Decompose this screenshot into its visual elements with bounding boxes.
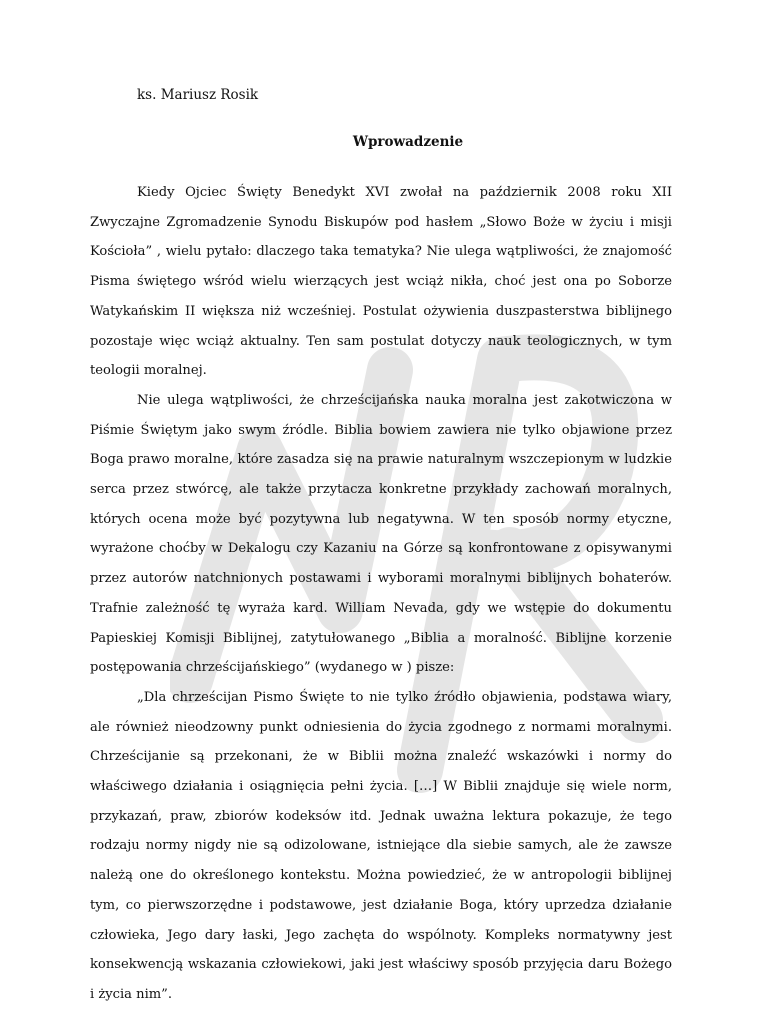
body-text <box>90 178 672 1010</box>
author-name: ks. Mariusz Rosik <box>137 87 259 103</box>
page-title: Wprowadzenie <box>352 134 464 150</box>
paragraph-quote: „Dla chrześcijan Pismo Święte to nie tylko źródło objawienia, podstawa wiary, ale również nieodzowny punkt odniesienia do życia zgodnego z normami moralnymi. Chrześcijanie są przekonani, że w Biblii można znaleźć wskazówki i normy do właściwego działania i osiągnięcia pełni życia. […] W Biblii znajduje się wiele norm, przykazań, praw, zbiorów kodeksów itd. Jednak uważna lektura pokazuje, że tego rodzaju normy nigdy nie są odizolowane, istniejące dla siebie samych, ale że zawsze należą one do określonego kontekstu. Można powiedzieć, że w antropologii biblijnej tym, co pierwszorzędne i podstawowe, jest działanie Boga, który uprzedza działanie człowieka, Jego dary łaski, Jego zachęta do wspólnoty. Kompleks normatywny jest konsekwencją wskazania człowiekowi, jaki jest właściwy sposób przyjęcia daru Bożego i życia nim”. <box>90 689 672 1002</box>
paragraph-intro: Kiedy Ojciec Święty Benedykt XVI zwołał na październik 2008 roku XII Zwyczajne Zgromadzenie Synodu Biskupów pod hasłem „Słowo Boże w życiu i misji Kościoła” , wielu pytało: dlaczego taka tematyka? Nie ulega wątpliwości, że znajomość Pisma świętego wśród wielu wierzących jest wciąż nikła, choć jest ona po Soborze Watykańskim II większa niż wcześniej. Postulat ożywienia duszpasterstwa biblijnego pozostaje więc wciąż aktualny. Ten sam postulat dotyczy nauk teologicznych, w tym teologii moralnej. <box>90 185 672 379</box>
paragraph-moral-teaching: Nie ulega wątpliwości, że chrześcijańska nauka moralna jest zakotwiczona w Piśmie Świętym jako swym źródle. Biblia bowiem zawiera nie tylko objawione przez Boga prawo moralne, które zasadza się na prawie naturalnym wszczepionym w ludzkie serca przez stwórcę, ale także przytacza konkretne przykłady zachowań moralnych, których ocena może być pozytywna lub negatywna. W ten sposób normy etyczne, wyrażone choćby w Dekalogu czy Kazaniu na Górze są konfrontowane z opisywanymi przez autorów natchnionych postawami i wyborami moralnymi biblijnych bohaterów. Trafnie zależność tę wyraża kard. William Nevada, gdy we wstępie do dokumentu Papieskiej Komisji Biblijnej, zatytułowanego „Biblia a moralność. Biblijne korzenie postępowania chrześcijańskiego” (wydanego w ) pisze: <box>90 392 672 676</box>
